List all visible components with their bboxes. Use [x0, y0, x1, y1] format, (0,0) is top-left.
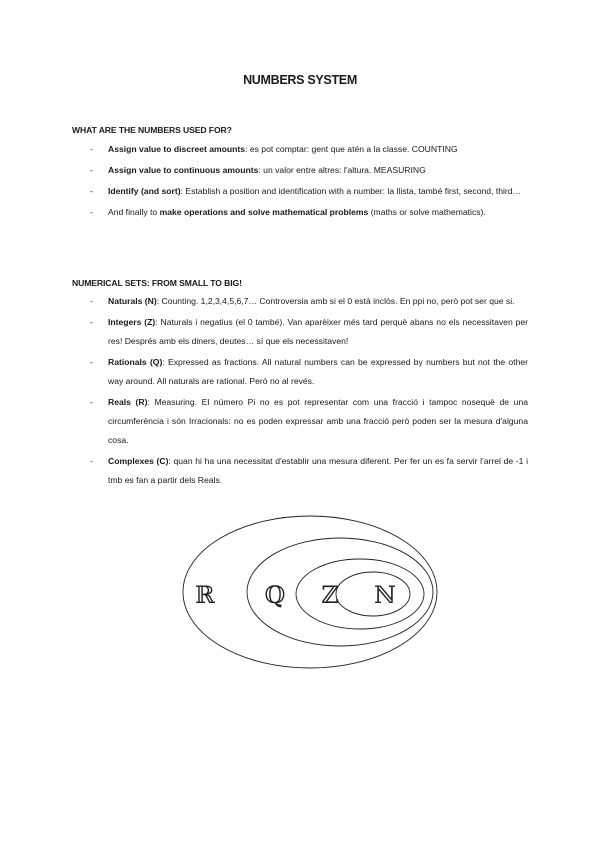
item-term: Assign value to continuous amounts: [108, 165, 259, 175]
item-description: : Establish a position and identification with a number: la llista, també first, second, third…: [180, 186, 522, 196]
item-term: Integers (Z): [108, 317, 156, 327]
item-prefix: And finally to: [108, 207, 160, 217]
bullet-dash: -: [90, 144, 93, 154]
page-title: NUMBERS SYSTEM: [243, 73, 357, 87]
section-heading-sets: NUMERICAL SETS: FROM SMALL TO BIG!: [72, 278, 242, 288]
item-description: : Counting. 1,2,3,4,5,6,7… Controversia amb si el 0 està inclòs. En ppi no, però pot ser que si.: [156, 296, 515, 306]
bullet-dash: -: [90, 317, 93, 327]
item-term: Naturals (N): [108, 296, 157, 306]
bullet-dash: -: [90, 165, 93, 175]
naturals-ellipse: [336, 572, 410, 616]
bullet-dash: -: [90, 397, 93, 407]
naturals-label: ℕ: [374, 581, 396, 609]
item-description: : Measuring. El número Pi no es pot representar com una fracció i tampoc nosequè de una circumferència i són Irracionals: no es poden expressar amb una fracció però poden ser la mesura d'alguna cosa.: [108, 397, 528, 445]
integers-label: ℤ: [321, 581, 339, 609]
item-description: : un valor entre altres: l'altura. MEASURING: [258, 165, 426, 175]
bullet-dash: -: [90, 207, 93, 217]
bullet-dash: -: [90, 357, 93, 367]
integers-ellipse: [296, 559, 424, 629]
item-term: Assign value to discreet amounts: [108, 144, 246, 154]
bullet-dash: -: [90, 296, 93, 306]
item-term: make operations and solve mathematical problems: [159, 207, 369, 217]
rationals-label: ℚ: [264, 581, 286, 609]
reals-ellipse: [183, 516, 437, 668]
item-description: : Expressed as fractions. All natural numbers can be expressed by numbers but not the other way around. All naturals are rational. Però no al revés.: [108, 357, 528, 386]
section-heading-uses: WHAT ARE THE NUMBERS USED FOR?: [72, 125, 232, 135]
item-description: : Naturals i negatius (el 0 també). Van aparèixer més tard perquè abans no els necessitaven per res! Després amb els diners, deutes… sí que els necessitaven!: [108, 317, 528, 346]
item-term: Reals (R): [108, 397, 148, 407]
item-term: Identify (and sort): [108, 186, 181, 196]
bullet-dash: -: [90, 186, 93, 196]
item-description: (maths or solve mathematics).: [368, 207, 486, 217]
bullet-dash: -: [90, 456, 93, 466]
item-term: Complexes (C): [108, 456, 169, 466]
item-term: Rationals (Q): [108, 357, 163, 367]
reals-label: ℝ: [195, 581, 215, 609]
item-description: : quan hi ha una necessitat d'establir una mesura diferent. Per fer un es fa servir l'arrel de -1 i tmb es fan a partir dels Reals.: [108, 456, 528, 485]
item-description: : es pot comptar: gent que atén a la classe. COUNTING: [245, 144, 458, 154]
